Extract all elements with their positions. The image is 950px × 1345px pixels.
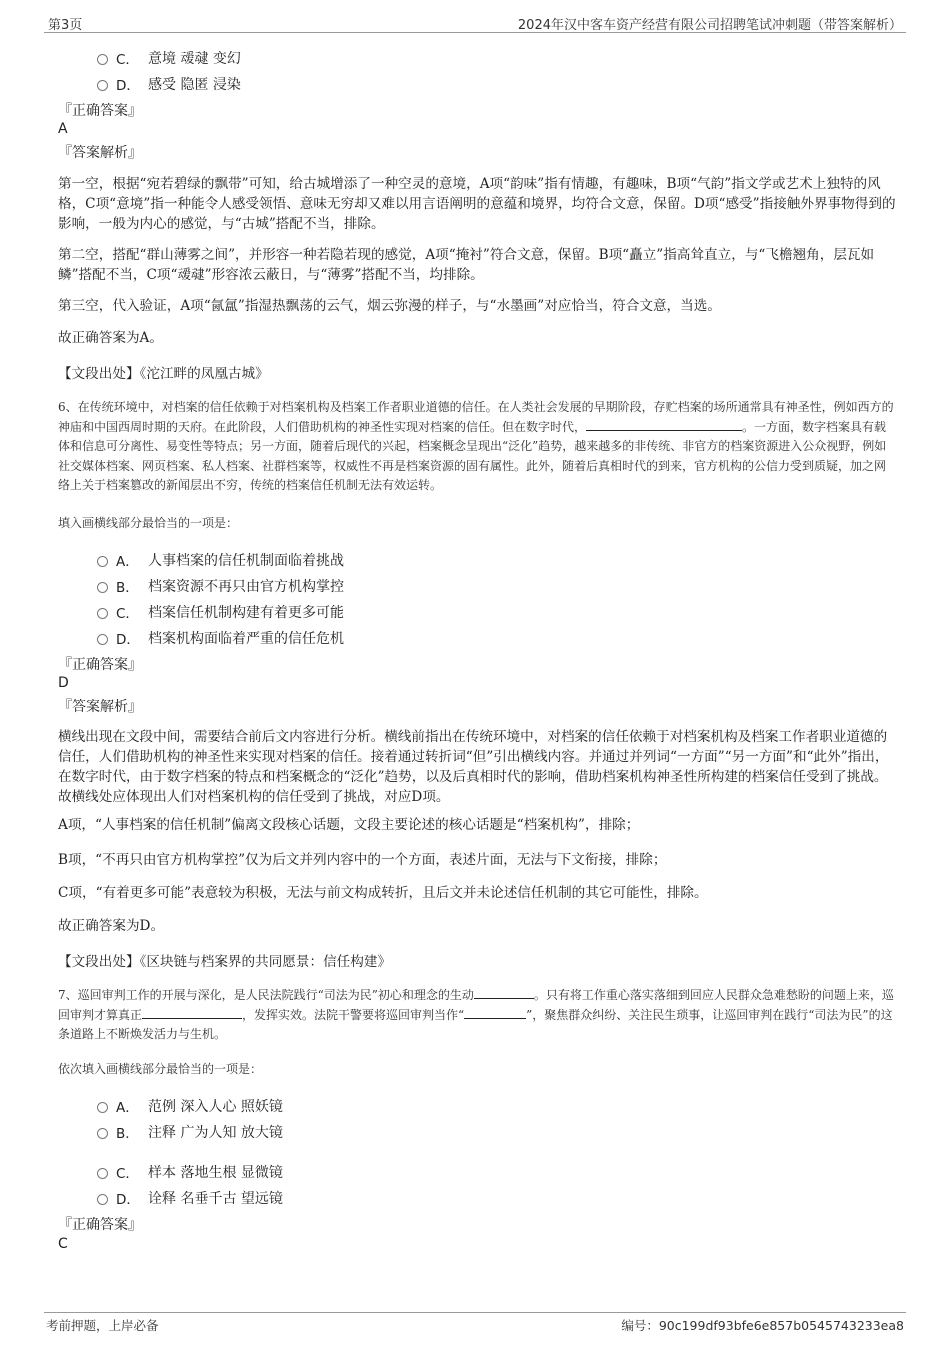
- radio-icon[interactable]: [97, 1194, 108, 1205]
- q6-option-c[interactable]: C． 档案信任机制构建有着更多可能: [97, 602, 344, 622]
- q5-option-c[interactable]: C． 意境 叆叇 变幻: [97, 48, 241, 68]
- document-title: 2024年汉中客车资产经营有限公司招聘笔试冲刺题（带答案解析）: [517, 18, 902, 33]
- q7-question-text: 7、巡回审判工作的开展与深化，是人民法院践行“司法为民”初心和理念的生动 。只有将工作重心落实落细到回应人民群众急难愁盼的问题上来，巡回审判才算真正 ，发挥实效。法院干警要将巡回审判当作“ ”，聚焦群众纠纷、关注民生琐事，让巡回审判在践行“司法为民”的这条道路上不断焕发活力与生机。: [58, 988, 894, 1041]
- radio-icon[interactable]: [97, 1128, 108, 1139]
- q5-answer: A: [58, 121, 68, 137]
- q6-answer: D: [58, 675, 69, 691]
- radio-icon[interactable]: [97, 54, 108, 65]
- radio-icon[interactable]: [97, 582, 108, 593]
- q5-answer-label: 『正确答案』: [58, 103, 142, 119]
- q6-option-d[interactable]: D． 档案机构面临着严重的信任危机: [97, 628, 344, 648]
- q7-prompt: 依次填入画横线部分最恰当的一项是：: [58, 1062, 263, 1076]
- q6-blank: [586, 418, 742, 431]
- q6-question-text: 6、在传统环境中，对档案的信任依赖于对档案机构及档案工作者职业道德的信任。在人类社会发展的早期阶段，存贮档案的场所通常具有神圣性，例如西方的神庙和中国西周时期的天府。在此阶段，人们借助机构的神圣性实现对档案的信任。但在数字时代， 。一方面，数字档案具有载体和信息可分离性、易变性等特点；另一方面，随着后现代的兴起，档案概念呈现出“泛化”趋势，越来越多的非传统、非官方的档案资源进入公众视野，例如社交媒体档案、网页档案、私人档案、社群档案等，权威性不再是档案资源的固有属性。此外，随着后真相时代的到来，官方机构的公信力受到质疑，加之网络上关于档案篡改的新闻层出不穷，传统的档案信任机制无法有效运转。: [58, 400, 894, 492]
- q7-blank-3: [464, 1006, 526, 1019]
- q6-analysis-label: 『答案解析』: [58, 699, 142, 715]
- q5-analysis-conclusion: 故正确答案为A。: [58, 330, 163, 346]
- q7-blank-1: [474, 986, 534, 999]
- radio-icon[interactable]: [97, 1168, 108, 1179]
- q7-option-c[interactable]: C． 样本 落地生根 显微镜: [97, 1162, 283, 1182]
- radio-icon[interactable]: [97, 608, 108, 619]
- q6-answer-label: 『正确答案』: [58, 657, 142, 673]
- radio-icon[interactable]: [97, 80, 108, 91]
- q7-answer: C: [58, 1236, 68, 1252]
- q7-option-b[interactable]: B． 注释 广为人知 放大镜: [97, 1122, 283, 1142]
- q5-analysis-para-1: 第一空，根据“宛若碧绿的飘带”可知，给古城增添了一种空灵的意境，A项“韵味”指有情趣，有趣味，B项“气韵”指文学或艺术上独特的风格，C项“意境”指一种能令人感受领悟、意味无穷却又难以用言语阐明的意蕴和境界，均符合文意，保留。D项“感受”指接触外界事物得到的影响，一般为内心的感觉，与“古城”搭配不当，排除。: [58, 176, 896, 232]
- q6-analysis-conclusion: 故正确答案为D。: [58, 918, 165, 934]
- page-header: [44, 10, 906, 33]
- q5-option-d[interactable]: D． 感受 隐匿 浸染: [97, 74, 241, 94]
- q6-option-a[interactable]: A． 人事档案的信任机制面临着挑战: [97, 550, 344, 570]
- q7-blank-2: [142, 1006, 242, 1019]
- q6-option-b[interactable]: B． 档案资源不再只由官方机构掌控: [97, 576, 344, 596]
- q6-analysis-para-1: 横线出现在文段中间，需要结合前后文内容进行分析。横线前指出在传统环境中，对档案的信任依赖于对档案机构及档案工作者职业道德的信任，人们借助机构的神圣性来实现对档案的信任。接着通过转折词“但”引出横线内容。并通过并列词“一方面”“另一方面”和“此外”指出，在数字时代，由于数字档案的特点和档案概念的“泛化”趋势，以及后真相时代的影响，借助档案机构神圣性所构建的档案信任受到了挑战。故横线处应体现出人们对档案机构的信任受到了挑战，对应D项。: [58, 729, 889, 805]
- page-number: 第3页: [48, 18, 83, 33]
- q5-analysis-para-2: 第二空，搭配“群山薄雾之间”，并形容一种若隐若现的感觉，A项“掩衬”符合文意，保留。B项“矗立”指高耸直立，与“飞檐翘角，层瓦如鳞”搭配不当，C项“叆叇”形容浓云蔽日，与“薄雾”搭配不当，均排除。: [58, 247, 875, 283]
- footer-slogan: 考前押题，上岸必备: [46, 1318, 159, 1333]
- q5-analysis-para-3: 第三空，代入验证，A项“氤氲”指湿热飘荡的云气，烟云弥漫的样子，与“水墨画”对应恰当，符合文意，当选。: [58, 298, 721, 314]
- q6-analysis-option-a: A项，“人事档案的信任机制”偏离文段核心话题，文段主要论述的核心话题是“档案机构”，排除；: [58, 817, 640, 833]
- q5-analysis-label: 『答案解析』: [58, 145, 142, 161]
- q7-option-d[interactable]: D． 诠释 名垂千古 望远镜: [97, 1188, 283, 1208]
- q6-source: 【文段出处】《区块链与档案界的共同愿景：信任构建》: [58, 954, 392, 970]
- q5-source: 【文段出处】《沱江畔的凤凰古城》: [58, 366, 269, 382]
- radio-icon[interactable]: [97, 1102, 108, 1113]
- radio-icon[interactable]: [97, 634, 108, 645]
- q6-analysis-option-b: B项，“不再只由官方机构掌控”仅为后文并列内容中的一个方面，表述片面，无法与下文衔接，排除；: [58, 852, 667, 868]
- page-footer: [44, 1312, 906, 1333]
- radio-icon[interactable]: [97, 556, 108, 567]
- document-id: 编号：90c199df93bfe6e857b0545743233ea8: [621, 1318, 904, 1333]
- q7-answer-label: 『正确答案』: [58, 1217, 142, 1233]
- q6-analysis-option-c: C项，“有着更多可能”表意较为积极，无法与前文构成转折，且后文并未论述信任机制的其它可能性，排除。: [58, 885, 708, 901]
- q6-prompt: 填入画横线部分最恰当的一项是：: [58, 516, 239, 530]
- q7-option-a[interactable]: A． 范例 深入人心 照妖镜: [97, 1096, 283, 1116]
